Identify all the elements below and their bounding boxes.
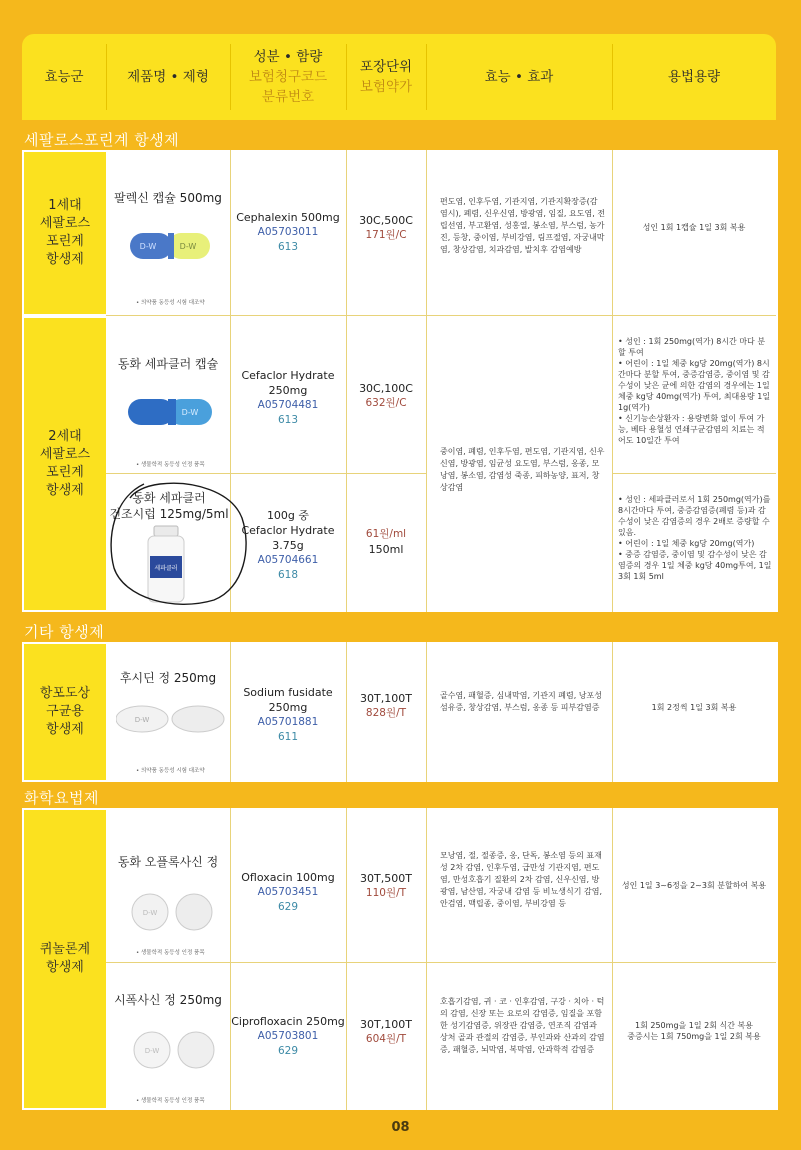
section-title: 화학요법제 <box>24 788 99 807</box>
dosage-text: 성인 1회 1캡슐 1일 3회 복용 <box>642 223 746 232</box>
pill-imprint: D-W <box>144 1047 160 1055</box>
effect-text: 호흡기감염, 귀 · 코 · 인후감염, 구강 · 치아 · 턱의 감염, 신장 또는 요로의 감염증, 임질을 포함한 성기감염증, 위장관 감염증, 연조직 감염과 상처 골과 관절의 감염증, 부인과와 산과의 감염증, 패혈증, 뇌막염, 복막염, 안과학적 감염증 <box>440 997 605 1054</box>
group-label: 2세대 세팔로스 포린계 항생제 <box>24 318 106 610</box>
product-name: 동화 세파클러 캡슐 <box>117 357 219 371</box>
header-pack: 포장단위 보험약가 <box>359 59 413 95</box>
dosage-list: • 성인 : 1회 250mg(역가) 8시간 마다 분할 투여 • 어린이 : 1일 체중 kg당 20mg(역가) 8시간마다 분할 투여, 중증감염증, 중이염 및 감수성이 낮은 균에 의한 감염의 경우에는 1일 체중 kg당 40mg(역가) 투여, 최대용량 1일 1g(역가) • 신기능손상환자 : 용량변화 없이 투여 가능, 베타 용혈성 연쇄구균감염의 치료는 적어도 10일간 투여 <box>618 337 771 445</box>
ingredient-cell: Ofloxacin 100mg A05703451 629 <box>241 870 335 913</box>
pill-imprint: D-W <box>142 909 158 917</box>
pack-cell: 30T,100T 604원/T <box>360 1018 412 1045</box>
effect-text: 모낭염, 절, 절종증, 옹, 단독, 봉소염 등의 표재성 2차 감염, 인후두염, 급만성 기관지염, 편도염, 만성호흡기 질환의 2차 감염, 신우신염, 방광염, 남산염, 자궁내 감염 등 비뇨생식기 감염, 안검염, 맥립종, 중이염, 부비강염 등 <box>440 851 602 908</box>
product-note: • 생물학적 동등성 인정 품목 <box>136 950 205 956</box>
tablet-image <box>130 1030 220 1070</box>
col-divider <box>426 808 427 1110</box>
dosage-text: 1회 2정씩 1일 3회 복용 <box>651 703 737 712</box>
ingredient-cell: 100g 중 Cefaclor Hydrate 3.75g A05704661 618 <box>241 508 335 581</box>
col-divider <box>426 642 427 782</box>
col-divider <box>426 150 427 612</box>
product-name: 동화 오플록사신 정 <box>117 855 219 869</box>
row-divider <box>612 473 776 474</box>
effect-text: 골수염, 패혈증, 심내막염, 기관지 폐렴, 낭포성 섬유증, 창상감염, 부스럼, 옹종 등 피부감염증 <box>440 691 602 712</box>
capsule-image <box>128 398 212 426</box>
ingredient-cell: Cefaclor Hydrate 250mg A05704481 613 <box>241 369 335 426</box>
col-divider <box>346 808 347 1110</box>
effect-text: 편도염, 인후두염, 기관지염, 기관지확장증(감염시), 폐렴, 신우신염, 방광염, 임질, 요도염, 전립선염, 부고환염, 성홍열, 봉소염, 부스럼, 농가진, 등창, 중이염, 부비강염, 림프절염, 자궁내막염, 창상감염, 치과감염, 발치후 감염예방 <box>440 197 606 254</box>
effect-text: 중이염, 폐렴, 인후두염, 편도염, 기관지염, 신우신염, 방광염, 임균성 요도염, 부스럼, 옹종, 모낭염, 봉소염, 감염성 죽종, 피하농양, 표저, 창상감염 <box>440 447 605 492</box>
row-divider <box>106 473 426 474</box>
product-name: 동화 세파클러 건조시럽 125mg/5ml <box>109 491 229 521</box>
pack-cell: 30C,100C 632원/C <box>359 382 413 409</box>
dosage-text: 성인 1일 3~6정을 2~3회 분할하여 복용 <box>621 881 767 890</box>
pack-cell: 30T,100T 828원/T <box>360 692 412 719</box>
bottle-label: 세파클러 <box>154 565 178 572</box>
product-name: 후시딘 정 250mg <box>119 671 217 685</box>
capsule-image <box>130 232 210 260</box>
header-efficacy-group: 효능군 <box>44 69 84 85</box>
group-label: 퀴놀론계 항생제 <box>24 810 106 1108</box>
row-divider <box>106 962 776 963</box>
col-divider <box>612 808 613 1110</box>
pill-imprint: D-W <box>181 408 199 417</box>
page-number: 08 <box>391 1120 410 1135</box>
header-ingredient: 성분 • 함량 보험청구코드 분류번호 <box>248 49 328 105</box>
section-title: 기타 항생제 <box>24 622 105 641</box>
section-title: 세팔로스포린계 항생제 <box>24 130 180 149</box>
dosage-text: 1회 250mg을 1일 2회 식간 복용 중증시는 1회 750mg을 1일 2회 복용 <box>627 1021 761 1041</box>
tablet-image <box>128 892 218 932</box>
header-dosage: 용법용량 <box>667 69 721 85</box>
group-label: 항포도상 구균용 항생제 <box>24 644 106 780</box>
product-name: 팔렉신 캡슐 500mg <box>114 191 222 205</box>
ingredient-cell: Sodium fusidate 250mg A05701881 611 <box>243 686 333 743</box>
product-note: • 생물학적 동등성 인정 품목 <box>136 1098 205 1104</box>
header-effect: 효능 • 효과 <box>484 69 554 85</box>
dosage-list: • 성인 : 세파클러로서 1회 250mg(역가)를 8시간마다 투여, 중증감염증(폐렴 등)과 감수성이 낮은 감염증의 경우 2배로 증량할 수 있음. • 어린이 : 1일 체중 kg당 20mg(역가) • 중증 감염증, 중이염 및 감수성이 낮은 감염증의 경우 1일 체중 kg당 40mg투여, 1일 3회 1회 5ml <box>618 495 772 581</box>
header-product: 제품명 • 제형 <box>127 69 209 85</box>
product-name: 시폭사신 정 250mg <box>114 993 222 1007</box>
col-divider <box>612 150 613 612</box>
ingredient-cell: Cephalexin 500mg A05703011 613 <box>236 210 340 253</box>
pack-cell: 61원/ml 150ml <box>365 528 407 556</box>
group-label: 1세대 세팔로스 포린계 항생제 <box>24 152 106 314</box>
product-note: • 의약품 동등성 시험 대조약 <box>136 768 205 774</box>
pack-cell: 30C,500C 171원/C <box>359 214 413 241</box>
ingredient-cell: Ciprofloxacin 250mg A05703801 629 <box>231 1014 345 1057</box>
product-note: • 생물학적 동등성 인정 품목 <box>136 462 205 468</box>
pill-imprint: D-W <box>134 716 150 724</box>
pack-cell: 30T,500T 110원/T <box>360 872 412 899</box>
tablet-image <box>116 704 226 734</box>
pill-imprint: D-W <box>139 242 157 251</box>
row-divider <box>106 315 776 316</box>
pill-imprint: D-W <box>179 242 197 251</box>
product-note: • 의약품 동등성 시험 대조약 <box>136 300 205 306</box>
